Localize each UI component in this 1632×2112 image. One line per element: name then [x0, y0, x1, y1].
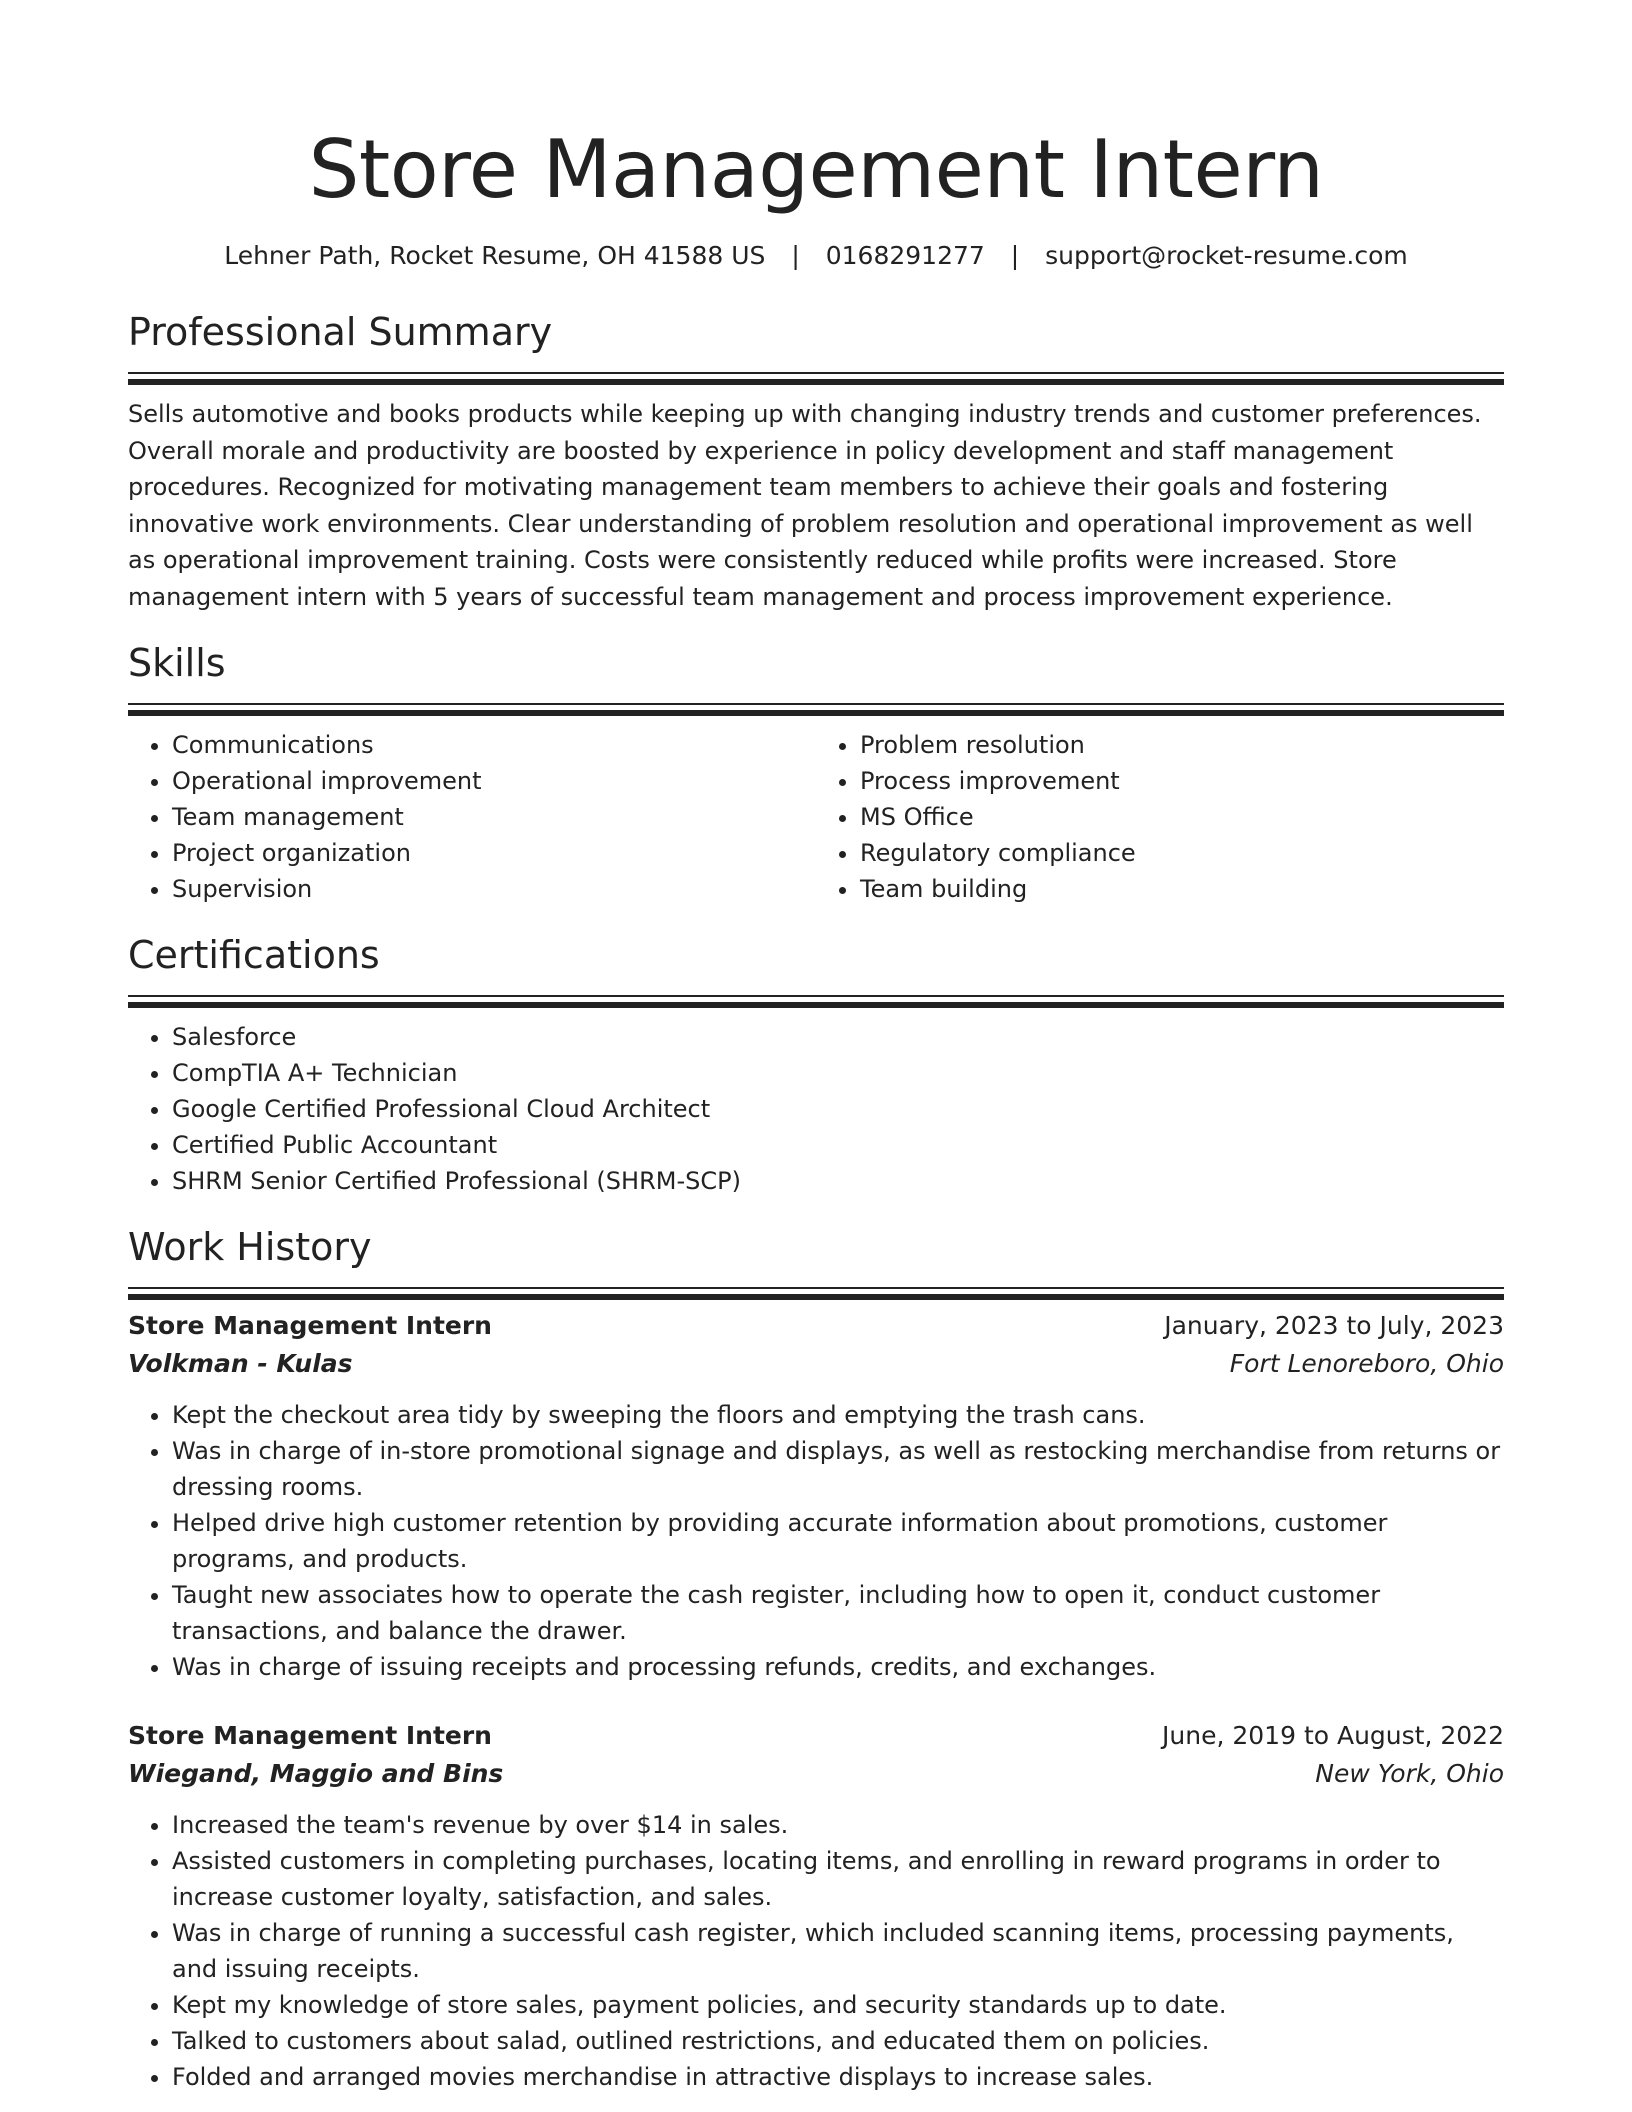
skill-item: • Team building	[860, 871, 1504, 907]
skills-column-left	[128, 727, 816, 907]
skills-column-right	[816, 727, 1504, 907]
certification-item: • Google Certified Professional Cloud Architect	[172, 1091, 1504, 1127]
section-title-certifications: Certifications	[128, 933, 380, 977]
job-entry	[128, 1717, 1504, 2095]
contact-separator: |	[1010, 241, 1020, 270]
job-bullet: • Kept my knowledge of store sales, payment policies, and security standards up to date.	[172, 1987, 1504, 2023]
contact-address: Lehner Path, Rocket Resume, OH 41588 US	[224, 241, 766, 270]
skill-item: • Operational improvement	[172, 763, 816, 799]
section-divider	[128, 703, 1504, 705]
contact-email: support@rocket-resume.com	[1045, 241, 1408, 270]
job-bullet: • Increased the team's revenue by over $14 in sales.	[172, 1807, 1504, 1843]
skill-item: • Problem resolution	[860, 727, 1504, 763]
job-bullet: • Assisted customers in completing purchases, locating items, and enrolling in reward programs in order to increase customer loyalty, satisfaction, and sales.	[172, 1843, 1504, 1915]
skills-section	[128, 641, 1504, 907]
job-bullets	[128, 1397, 1504, 1685]
summary-text: Sells automotive and books products while keeping up with changing industry trends and customer preferences. Overall morale and productivity are boosted by experience in policy development and staff management procedures. Recognized for motivating management team members to achieve their goals and fostering innovative work environments. Clear understanding of problem resolution and operational improvement as well as operational improvement training. Costs were consistently reduced while profits were increased. Store management intern with 5 years of successful team management and process improvement experience.	[128, 400, 1482, 611]
contact-separator: |	[791, 241, 800, 270]
job-bullet: • Talked to customers about salad, outlined restrictions, and educated them on policies.	[172, 2023, 1504, 2059]
job-bullet: • Folded and arranged movies merchandise in attractive displays to increase sales.	[172, 2059, 1504, 2095]
job-location: New York, Ohio	[1315, 1759, 1504, 1788]
job-bullet: • Was in charge of issuing receipts and processing refunds, credits, and exchanges.	[172, 1649, 1504, 1685]
certifications-list	[128, 1019, 1504, 1199]
job-bullet: • Kept the checkout area tidy by sweeping the floors and emptying the trash cans.	[172, 1397, 1504, 1433]
section-title-summary: Professional Summary	[128, 310, 553, 354]
skill-item: • Team management	[172, 799, 816, 835]
skill-item: • Communications	[172, 727, 816, 763]
job-bullets	[128, 1807, 1504, 2095]
skill-item: • Supervision	[172, 871, 816, 907]
certification-item: • SHRM Senior Certified Professional (SHRM-SCP)	[172, 1163, 1504, 1199]
job-title: Store Management Intern	[128, 1721, 492, 1750]
job-company: Wiegand, Maggio and Bins	[128, 1759, 504, 1788]
section-divider	[128, 1287, 1504, 1289]
job-bullet: • Was in charge of in-store promotional signage and displays, as well as restocking merchandise from returns or dressing rooms.	[172, 1433, 1504, 1505]
contact-phone: 0168291277	[825, 241, 985, 270]
section-title-work-history: Work History	[128, 1225, 372, 1269]
job-bullet: • Was in charge of running a successful cash register, which included scanning items, processing payments, and issuing receipts.	[172, 1915, 1504, 1987]
contact-line	[128, 240, 1504, 272]
section-divider	[128, 995, 1504, 997]
certification-item: • Certified Public Accountant	[172, 1127, 1504, 1163]
section-title-skills: Skills	[128, 641, 226, 685]
skill-item: • MS Office	[860, 799, 1504, 835]
resume-name: Store Management Intern	[308, 123, 1324, 216]
certification-item: • Salesforce	[172, 1019, 1504, 1055]
job-title: Store Management Intern	[128, 1311, 492, 1340]
certifications-section	[128, 933, 1504, 1199]
skill-item: • Regulatory compliance	[860, 835, 1504, 871]
job-location: Fort Lenoreboro, Ohio	[1229, 1349, 1504, 1378]
section-divider	[128, 372, 1504, 374]
job-dates: June, 2019 to August, 2022	[1162, 1721, 1504, 1750]
work-history-section	[128, 1225, 1504, 2095]
certification-item: • CompTIA A+ Technician	[172, 1055, 1504, 1091]
job-bullet: • Helped drive high customer retention by providing accurate information about promotions, customer programs, and products.	[172, 1505, 1504, 1577]
skill-item: • Process improvement	[860, 763, 1504, 799]
skills-grid	[128, 727, 1504, 907]
summary-section	[128, 310, 1504, 615]
job-dates: January, 2023 to July, 2023	[1164, 1311, 1504, 1340]
job-entry	[128, 1307, 1504, 1685]
skill-item: • Project organization	[172, 835, 816, 871]
job-company: Volkman - Kulas	[128, 1349, 353, 1378]
job-bullet: • Taught new associates how to operate the cash register, including how to open it, conduct customer transactions, and balance the drawer.	[172, 1577, 1504, 1649]
resume-page	[128, 0, 1504, 2095]
